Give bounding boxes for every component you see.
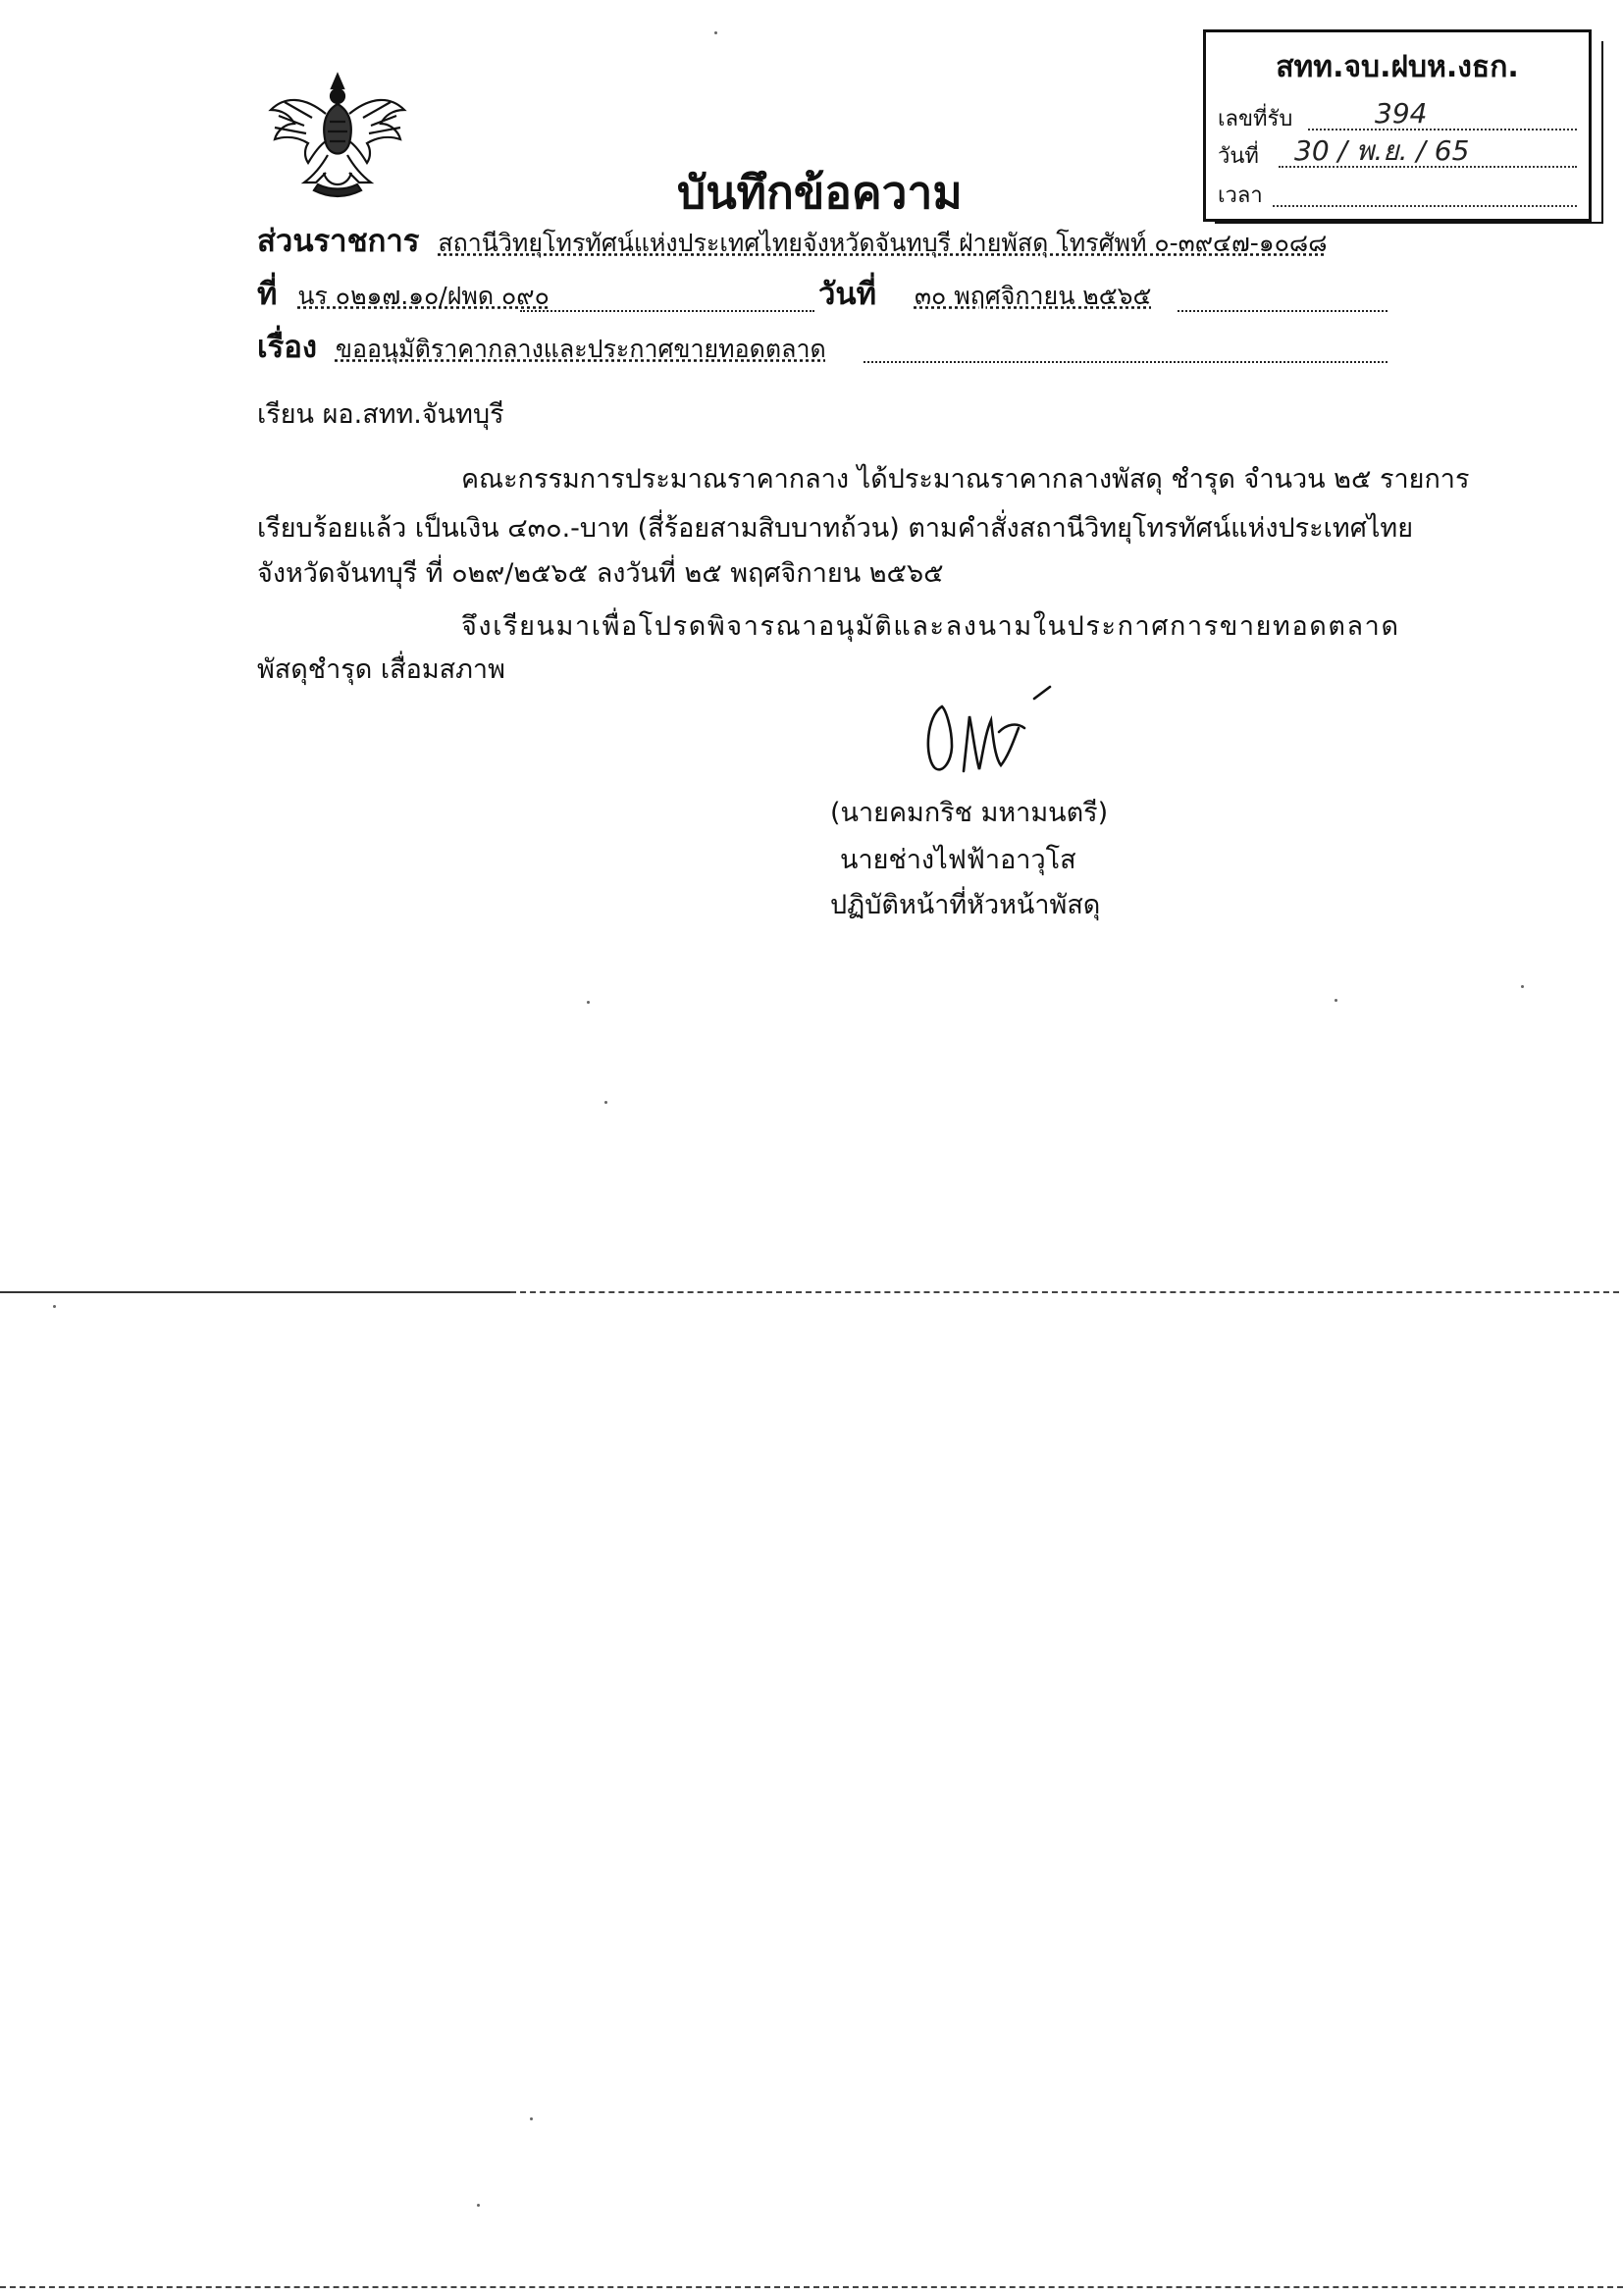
page-divider-dashed	[510, 1291, 1619, 1293]
body-paragraph-2-line-1: จึงเรียนมาเพื่อโปรดพิจารณาอนุมัติและลงนามในประกาศการขายทอดตลาด	[461, 611, 1400, 642]
garuda-emblem-icon	[265, 67, 410, 202]
document-title: บันทึกข้อความ	[677, 166, 963, 219]
bottom-scan-line	[0, 2286, 1623, 2288]
reference-value: นร ๐๒๑๗.๑๐/ฝพด ๐๙๐	[297, 282, 550, 310]
scan-speck	[1521, 985, 1524, 988]
reference-label: ที่	[257, 277, 278, 312]
stamp-time-label: เวลา	[1218, 183, 1263, 208]
body-paragraph-2-line-2: พัสดุชำรุด เสื่อมสภาพ	[257, 654, 505, 685]
signatory-position-2: ปฏิบัติหน้าที่หัวหน้าพัสดุ	[830, 890, 1101, 920]
scan-speck	[587, 1001, 590, 1004]
signatory-position-1: นายช่างไฟฟ้าอาวุโส	[840, 845, 1076, 875]
subject-row	[257, 328, 826, 367]
reference-dotted-line	[520, 310, 814, 312]
scan-speck	[604, 1101, 607, 1104]
body-paragraph-1-line-2: เรียบร้อยแล้ว เป็นเงิน ๔๓๐.-บาท (สี่ร้อยสามสิบบาทถ้วน) ตามคำสั่งสถานีวิทยุโทรทัศน์แห่งประเทศไทย	[257, 513, 1414, 544]
page-divider-solid	[0, 1291, 510, 1293]
body-paragraph-1-line-1: คณะกรรมการประมาณราคากลาง ได้ประมาณราคากลางพัสดุ ชำรุด จำนวน ๒๕ รายการ	[461, 464, 1470, 495]
subject-value: ขออนุมัติราคากลางและประกาศขายทอดตลาด	[335, 335, 826, 363]
subject-dotted-line	[864, 361, 1387, 363]
scan-speck	[714, 31, 717, 34]
subject-label: เรื่อง	[257, 330, 318, 365]
stamp-date-label: วันที่	[1218, 144, 1259, 169]
stamp-time-row	[1218, 182, 1577, 211]
scan-speck	[530, 2117, 533, 2120]
salutation: เรียน ผอ.สทท.จันทบุรี	[257, 399, 504, 430]
stamp-receipt-row	[1218, 97, 1577, 134]
handwritten-signature	[913, 677, 1060, 785]
agency-row	[257, 222, 1328, 261]
stamp-time-dots	[1273, 205, 1577, 207]
receipt-stamp	[1203, 29, 1592, 222]
stamp-date-value: 30 / พ.ย. / 65	[1294, 134, 1470, 167]
stamp-title: สทท.จบ.ฝบห.งธก.	[1276, 50, 1519, 84]
stamp-receipt-dots	[1308, 129, 1577, 130]
date-value: ๓๐ พฤศจิกายน ๒๕๖๕	[914, 282, 1152, 310]
stamp-receipt-label: เลขที่รับ	[1218, 107, 1293, 131]
date-row	[818, 275, 1151, 314]
scan-speck	[53, 1305, 56, 1308]
scan-speck	[1335, 999, 1337, 1002]
stamp-date-row	[1218, 134, 1577, 172]
agency-label: ส่วนราชการ	[257, 224, 420, 259]
signatory-name: (นายคมกริช มหามนตรี)	[830, 798, 1109, 828]
date-label: วันที่	[818, 277, 877, 312]
body-paragraph-1-line-3: จังหวัดจันทบุรี ที่ ๐๒๙/๒๕๖๕ ลงวันที่ ๒๕ พฤศจิกายน ๒๕๖๕	[257, 558, 944, 589]
scan-speck	[477, 2204, 480, 2207]
stamp-receipt-number: 394	[1375, 97, 1428, 130]
agency-value: สถานีวิทยุโทรทัศน์แห่งประเทศไทยจังหวัดจันทบุรี ฝ่ายพัสดุ โทรศัพท์ ๐-๓๙๔๗-๑๐๘๘	[438, 229, 1328, 257]
date-dotted-line	[1178, 310, 1387, 312]
